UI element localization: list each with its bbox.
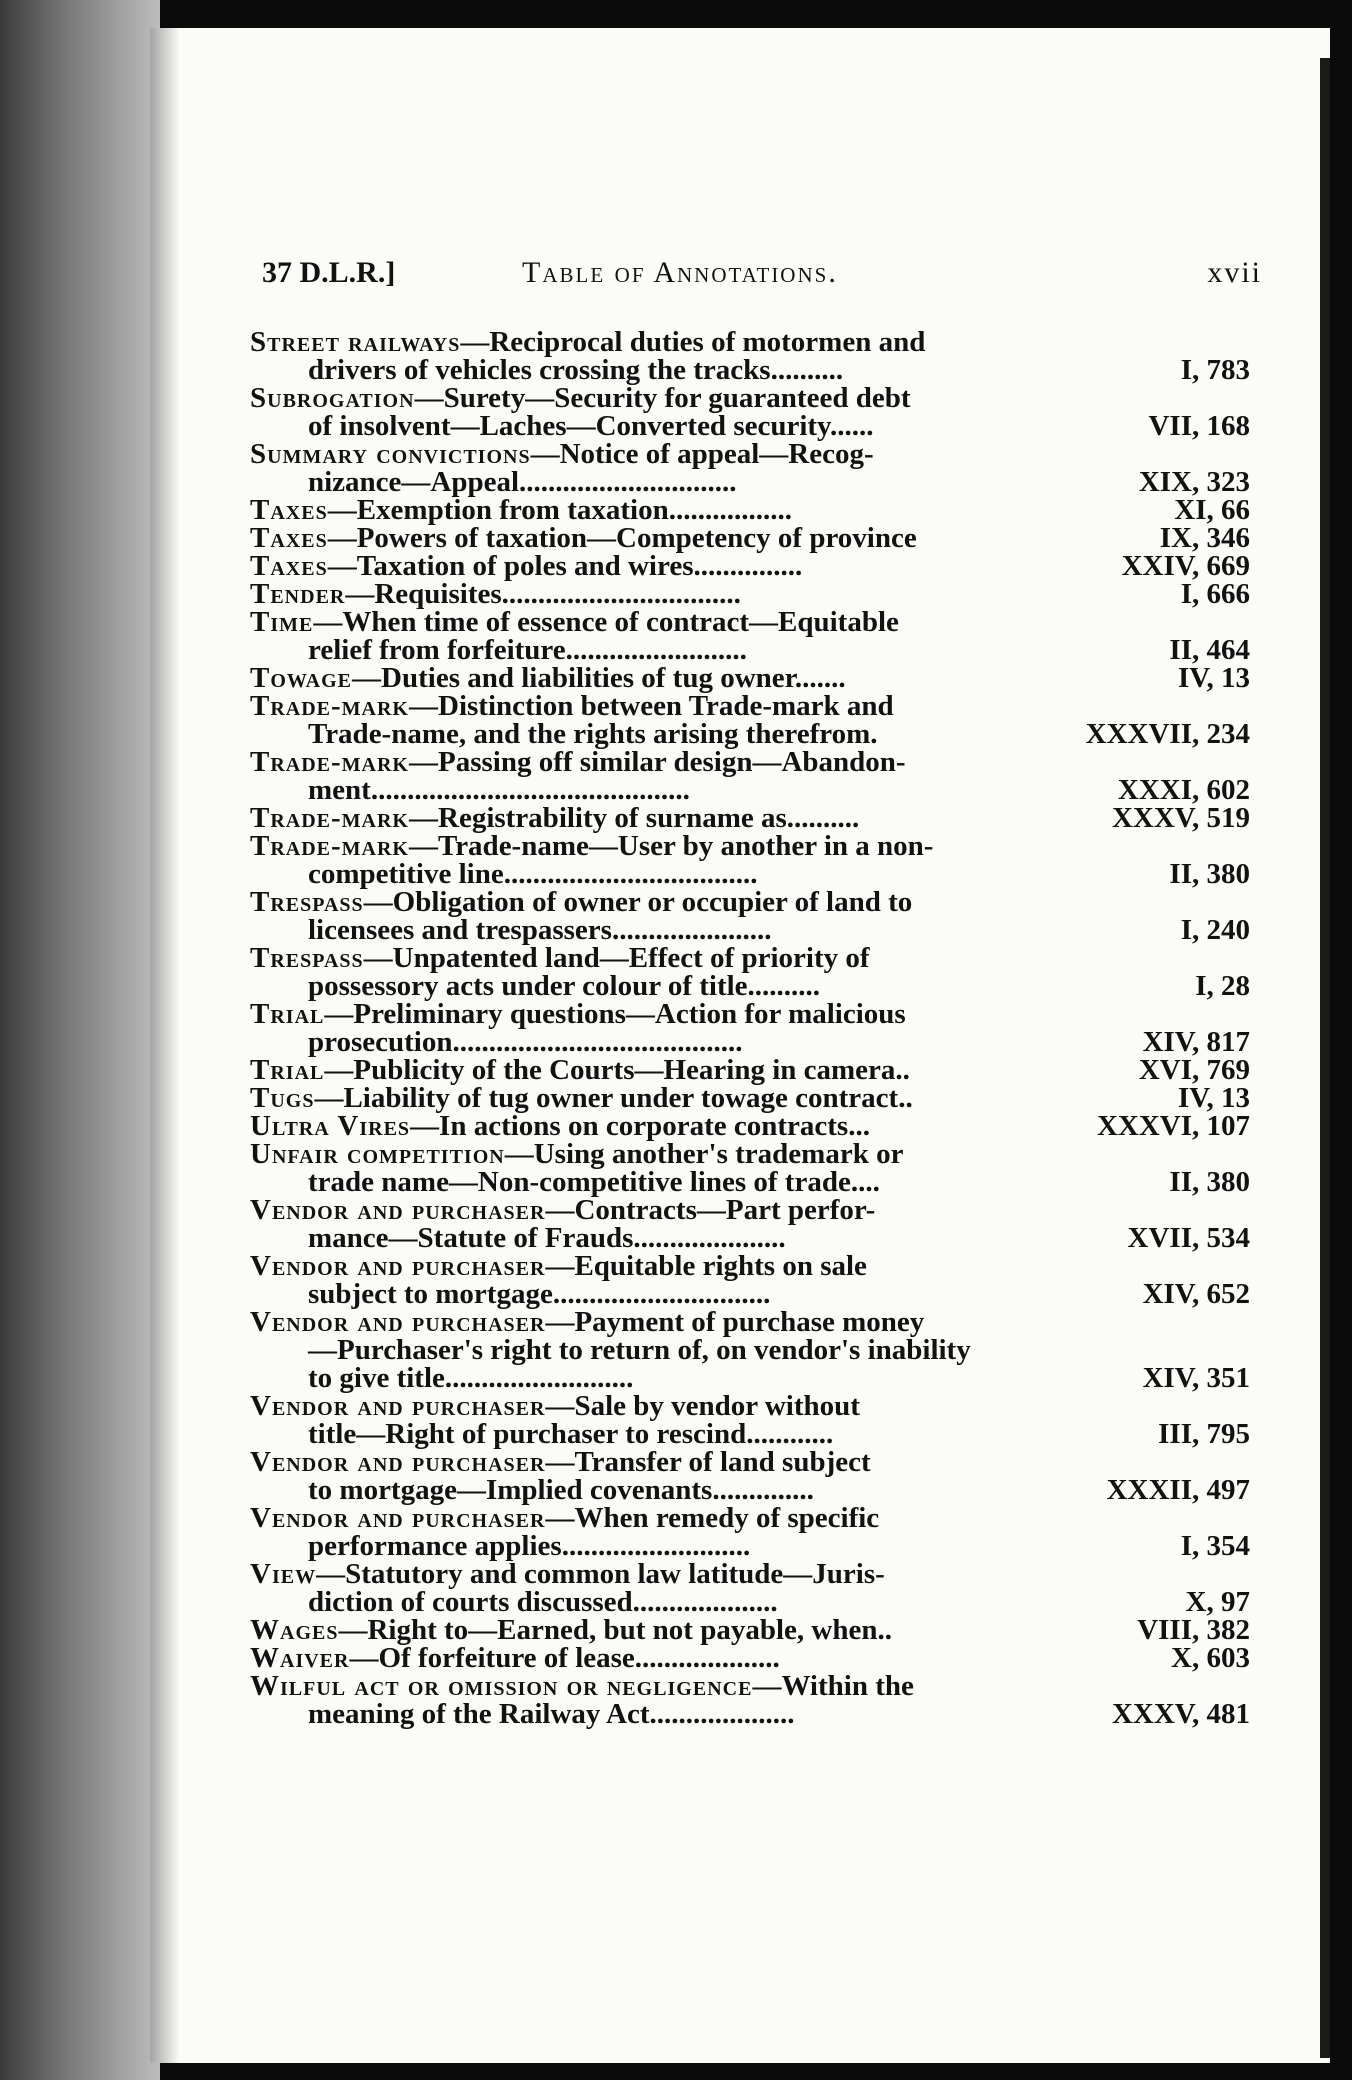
annotation-entry xyxy=(250,692,1270,748)
entry-description: —Trade-name—User by another in a non- xyxy=(409,830,934,862)
annotation-entry xyxy=(250,1056,1270,1084)
book-page xyxy=(150,28,1330,2063)
annotation-entry xyxy=(250,1644,1270,1672)
entry-citation: XXXV, 519 xyxy=(1111,802,1250,834)
entry-continuation: relief from forfeiture......................... xyxy=(308,634,747,666)
entry-description: —Within the xyxy=(752,1670,914,1702)
annotation-entry xyxy=(250,1112,1270,1140)
entry-heading: Summary convictions xyxy=(250,438,531,470)
running-header xyxy=(262,256,1272,300)
entry-text xyxy=(250,888,980,944)
entry-text xyxy=(250,1140,980,1196)
entry-citation: XXXV, 481 xyxy=(1111,1698,1250,1730)
annotation-entry xyxy=(250,1616,1270,1644)
page-title: Table of Annotations. xyxy=(522,256,838,289)
entry-citation: XXXVII, 234 xyxy=(1085,718,1250,750)
entry-description: —Taxation of poles and wires............... xyxy=(327,550,803,582)
entry-continuation: trade name—Non-competitive lines of trade.... xyxy=(308,1166,880,1198)
entry-description: —Of forfeiture of lease.................... xyxy=(349,1642,780,1674)
entry-text xyxy=(250,1560,980,1616)
entry-heading: Taxes xyxy=(250,550,328,582)
entry-heading: Trade-mark xyxy=(250,746,409,778)
entry-text xyxy=(250,1000,980,1056)
entry-citation: XVII, 534 xyxy=(1127,1222,1250,1254)
entry-continuation: licensees and trespassers...................... xyxy=(308,914,772,946)
entry-citation: XI, 66 xyxy=(1174,494,1250,526)
entry-citation: XXXI, 602 xyxy=(1117,774,1250,806)
entry-text xyxy=(250,1112,980,1140)
entry-continuation: possessory acts under colour of title.......... xyxy=(308,970,821,1002)
entry-continuation: drivers of vehicles crossing the tracks.......... xyxy=(308,354,844,386)
entry-heading: View xyxy=(250,1558,317,1590)
entry-citation: I, 240 xyxy=(1180,914,1250,946)
entry-heading: Ultra Vires xyxy=(250,1110,411,1142)
entry-citation: XXXII, 497 xyxy=(1106,1474,1250,1506)
entry-continuation: competitive line................................... xyxy=(308,858,758,890)
entry-heading: Trade-mark xyxy=(250,830,409,862)
annotation-entry xyxy=(250,664,1270,692)
entry-citation: IV, 13 xyxy=(1178,662,1250,694)
entry-description: —In actions on corporate contracts... xyxy=(410,1110,870,1142)
entry-citation: XIV, 817 xyxy=(1142,1026,1250,1058)
entry-citation: XIV, 652 xyxy=(1142,1278,1250,1310)
page-edge xyxy=(1320,58,1330,2058)
annotation-list xyxy=(250,328,1270,1728)
entry-text xyxy=(250,328,980,384)
entry-continuation: prosecution........................................ xyxy=(308,1026,743,1058)
annotation-entry xyxy=(250,1560,1270,1616)
entry-description: —Surety—Security for guaranteed debt xyxy=(414,382,911,414)
annotation-entry xyxy=(250,608,1270,664)
annotation-entry xyxy=(250,804,1270,832)
entry-heading: Trespass xyxy=(250,886,364,918)
entry-description: —Notice of appeal—Recog- xyxy=(530,438,874,470)
entry-description: —Registrability of surname as.......... xyxy=(409,802,860,834)
entry-description: —Using another's trademark or xyxy=(504,1138,904,1170)
annotation-entry xyxy=(250,1308,1270,1392)
book-spine xyxy=(0,0,160,2080)
entry-citation: I, 783 xyxy=(1180,354,1250,386)
entry-description: —When time of essence of contract—Equitable xyxy=(313,606,899,638)
annotation-entry xyxy=(250,1084,1270,1112)
annotation-entry xyxy=(250,496,1270,524)
volume-label: 37 D.L.R.] xyxy=(262,256,396,289)
entry-heading: Taxes xyxy=(250,494,328,526)
entry-citation: I, 28 xyxy=(1195,970,1250,1002)
entry-description: —Reciprocal duties of motormen and xyxy=(460,326,926,358)
entry-citation: I, 354 xyxy=(1180,1530,1250,1562)
entry-description: —Equitable rights on sale xyxy=(545,1250,867,1282)
annotation-entry xyxy=(250,888,1270,944)
entry-description: —Exemption from taxation................. xyxy=(327,494,792,526)
entry-heading: Taxes xyxy=(250,522,328,554)
entry-text xyxy=(250,1196,980,1252)
annotation-entry xyxy=(250,944,1270,1000)
annotation-entry xyxy=(250,384,1270,440)
entry-text xyxy=(250,1392,980,1448)
entry-heading: Wages xyxy=(250,1614,339,1646)
entry-text xyxy=(250,1084,980,1112)
entry-description: —Contracts—Part perfor- xyxy=(545,1194,876,1226)
entry-text xyxy=(250,580,980,608)
entry-citation: XIX, 323 xyxy=(1138,466,1250,498)
entry-heading: Vendor and purchaser xyxy=(250,1502,546,1534)
entry-heading: Vendor and purchaser xyxy=(250,1390,546,1422)
entry-description: —Liability of tug owner under towage contract.. xyxy=(314,1082,913,1114)
entry-description: —Sale by vendor without xyxy=(545,1390,860,1422)
entry-text xyxy=(250,832,980,888)
entry-heading: Subrogation xyxy=(250,382,415,414)
annotation-entry xyxy=(250,1672,1270,1728)
entry-continuation: subject to mortgage.............................. xyxy=(308,1278,771,1310)
entry-description: —Obligation of owner or occupier of land to xyxy=(363,886,913,918)
entry-description: —Passing off similar design—Abandon- xyxy=(409,746,906,778)
entry-text xyxy=(250,1056,980,1084)
entry-heading: Tender xyxy=(250,578,346,610)
entry-text xyxy=(250,1504,980,1560)
entry-continuation: nizance—Appeal.............................. xyxy=(308,466,737,498)
entry-continuation: to mortgage—Implied covenants.............. xyxy=(308,1474,814,1506)
entry-continuation: —Purchaser's right to return of, on vendor's inability to give title.......................... xyxy=(308,1334,971,1394)
entry-description: —Right to—Earned, but not payable, when.. xyxy=(338,1614,892,1646)
entry-continuation: ment............................................ xyxy=(308,774,690,806)
entry-description: —Powers of taxation—Competency of province xyxy=(327,522,917,554)
entry-citation: IX, 346 xyxy=(1159,522,1250,554)
annotation-entry xyxy=(250,580,1270,608)
entry-text xyxy=(250,1252,980,1308)
gutter-shadow xyxy=(150,28,180,2063)
annotation-entry xyxy=(250,1000,1270,1056)
entry-continuation: Trade-name, and the rights arising therefrom. xyxy=(308,718,878,750)
entry-text xyxy=(250,804,980,832)
entry-continuation: performance applies.......................... xyxy=(308,1530,751,1562)
annotation-entry xyxy=(250,1448,1270,1504)
entry-description: —Payment of purchase money xyxy=(545,1306,925,1338)
annotation-entry xyxy=(250,1196,1270,1252)
entry-heading: Trial xyxy=(250,1054,325,1086)
entry-heading: Vendor and purchaser xyxy=(250,1250,546,1282)
entry-description: —Publicity of the Courts—Hearing in camera.. xyxy=(324,1054,910,1086)
annotation-entry xyxy=(250,552,1270,580)
entry-heading: Trade-mark xyxy=(250,690,409,722)
annotation-entry xyxy=(250,440,1270,496)
entry-heading: Vendor and purchaser xyxy=(250,1446,546,1478)
entry-citation: II, 464 xyxy=(1169,634,1250,666)
entry-text xyxy=(250,440,980,496)
entry-citation: I, 666 xyxy=(1180,578,1250,610)
entry-text xyxy=(250,1308,980,1392)
entry-citation: VIII, 382 xyxy=(1137,1614,1250,1646)
entry-text xyxy=(250,496,980,524)
entry-text xyxy=(250,664,980,692)
entry-continuation: title—Right of purchaser to rescind............ xyxy=(308,1418,834,1450)
entry-citation: XXIV, 669 xyxy=(1121,550,1250,582)
annotation-entry xyxy=(250,1504,1270,1560)
entry-text xyxy=(250,608,980,664)
entry-citation: X, 603 xyxy=(1171,1642,1250,1674)
entry-text xyxy=(250,524,980,552)
entry-heading: Wilful act or omission or negligence xyxy=(250,1670,753,1702)
entry-text xyxy=(250,1448,980,1504)
entry-heading: Time xyxy=(250,606,314,638)
annotation-entry xyxy=(250,832,1270,888)
annotation-entry xyxy=(250,748,1270,804)
entry-citation: XXXVI, 107 xyxy=(1096,1110,1250,1142)
entry-description: —Duties and liabilities of tug owner....... xyxy=(352,662,846,694)
entry-description: —Distinction between Trade-mark and xyxy=(409,690,894,722)
entry-continuation: of insolvent—Laches—Converted security...... xyxy=(308,410,874,442)
annotation-entry xyxy=(250,524,1270,552)
entry-heading: Street railways xyxy=(250,326,461,358)
entry-text xyxy=(250,944,980,1000)
entry-heading: Vendor and purchaser xyxy=(250,1194,546,1226)
entry-citation: X, 97 xyxy=(1185,1586,1250,1618)
entry-description: —Requisites................................. xyxy=(345,578,741,610)
entry-heading: Trial xyxy=(250,998,325,1030)
entry-citation: II, 380 xyxy=(1169,858,1250,890)
annotation-entry xyxy=(250,328,1270,384)
entry-continuation: diction of courts discussed.................... xyxy=(308,1586,778,1618)
entry-heading: Trespass xyxy=(250,942,364,974)
entry-citation: XIV, 351 xyxy=(1142,1362,1250,1394)
entry-description: —When remedy of specific xyxy=(545,1502,880,1534)
entry-description: —Transfer of land subject xyxy=(545,1446,871,1478)
entry-text xyxy=(250,1672,980,1728)
entry-continuation: mance—Statute of Frauds..................... xyxy=(308,1222,786,1254)
entry-continuation: meaning of the Railway Act.................... xyxy=(308,1698,795,1730)
entry-heading: Vendor and purchaser xyxy=(250,1306,546,1338)
entry-heading: Towage xyxy=(250,662,353,694)
annotation-entry xyxy=(250,1140,1270,1196)
entry-citation: XVI, 769 xyxy=(1138,1054,1250,1086)
entry-heading: Trade-mark xyxy=(250,802,409,834)
entry-heading: Unfair competition xyxy=(250,1138,505,1170)
entry-description: —Statutory and common law latitude—Juris- xyxy=(316,1558,885,1590)
annotation-entry xyxy=(250,1252,1270,1308)
entry-citation: III, 795 xyxy=(1158,1418,1250,1450)
entry-heading: Tugs xyxy=(250,1082,315,1114)
entry-description: —Preliminary questions—Action for malicious xyxy=(324,998,906,1030)
entry-text xyxy=(250,1616,980,1644)
entry-citation: VII, 168 xyxy=(1148,410,1250,442)
entry-citation: IV, 13 xyxy=(1178,1082,1250,1114)
entry-citation: II, 380 xyxy=(1169,1166,1250,1198)
entry-description: —Unpatented land—Effect of priority of xyxy=(363,942,870,974)
entry-text xyxy=(250,748,980,804)
entry-text xyxy=(250,1644,980,1672)
entry-text xyxy=(250,384,980,440)
entry-heading: Waiver xyxy=(250,1642,350,1674)
page-number: xvii xyxy=(1207,256,1262,289)
entry-text xyxy=(250,692,980,748)
entry-text xyxy=(250,552,980,580)
annotation-entry xyxy=(250,1392,1270,1448)
